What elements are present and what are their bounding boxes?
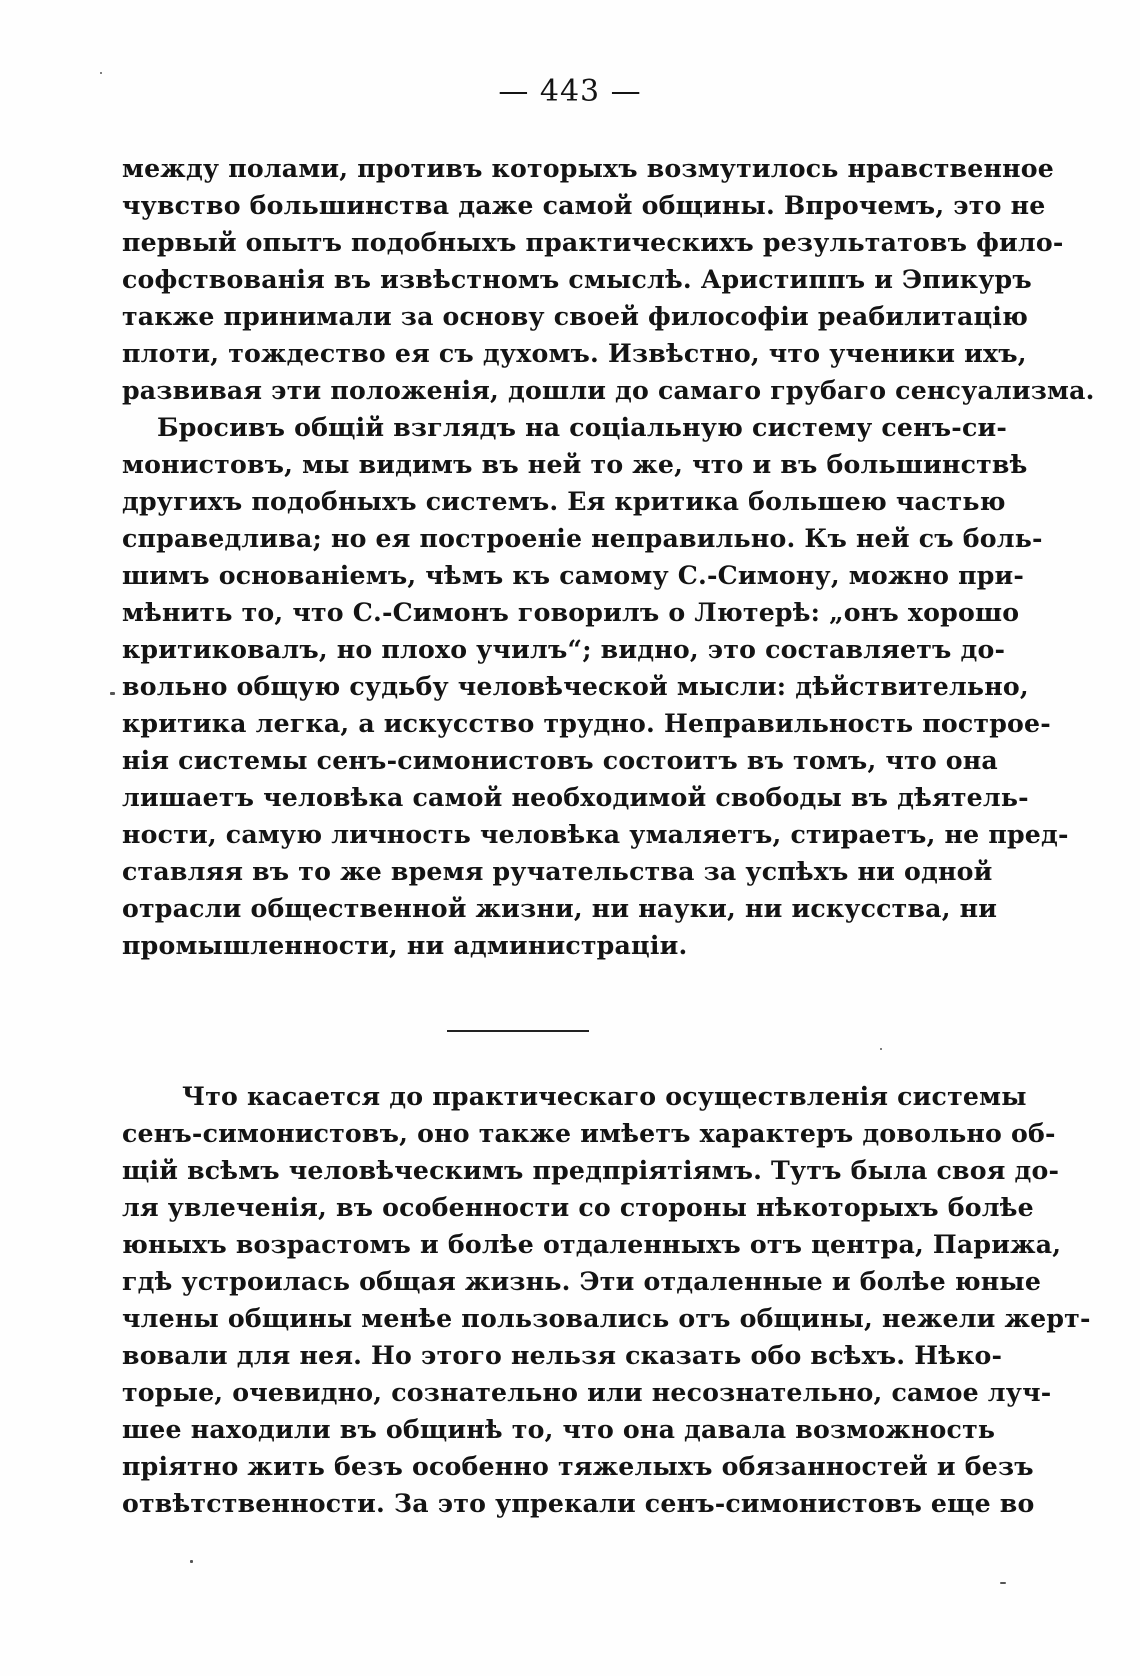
scan-speck <box>100 72 102 74</box>
text-line: пріятно жить безъ особенно тяжелыхъ обязанностей и безъ <box>122 1451 1034 1481</box>
text-line: щій всѣмъ человѣческимъ предпріятіямъ. Тутъ была своя до- <box>122 1155 1060 1185</box>
text-line: чувство большинства даже самой общины. Впрочемъ, это не <box>122 190 1046 220</box>
text-line: ности, самую личность человѣка умаляетъ, стираетъ, не пред- <box>122 819 1069 849</box>
text-line: лишаетъ человѣка самой необходимой свободы въ дѣятель- <box>122 782 1029 812</box>
text-line: мѣнить то, что С.-Симонъ говорилъ о Лютерѣ: „онъ хорошо <box>122 597 1020 627</box>
text-line: шее находили въ общинѣ то, что она давала возможность <box>122 1414 996 1444</box>
text-line: первый опытъ подобныхъ практическихъ результатовъ фило- <box>122 227 1064 257</box>
scan-speck <box>110 692 115 695</box>
text-line: отрасли общественной жизни, ни науки, ни искусства, ни <box>122 893 998 923</box>
text-line: промышленности, ни администраціи. <box>122 930 688 960</box>
scan-speck <box>880 1048 882 1050</box>
text-line: шимъ основаніемъ, чѣмъ къ самому С.-Симону, можно при- <box>122 560 1025 590</box>
text-line: вовали для нея. Но этого нельзя сказать обо всѣхъ. Нѣко- <box>122 1340 1003 1370</box>
text-line: справедлива; но ея построеніе неправильно. Къ ней съ боль- <box>122 523 1043 553</box>
text-block-bottom <box>122 1078 1091 1522</box>
text-line: развивая эти положенія, дошли до самаго грубаго сенсуализма. <box>122 375 1095 405</box>
section-divider <box>447 1030 589 1032</box>
text-line: нія системы сенъ-симонистовъ состоитъ въ томъ, что она <box>122 745 998 775</box>
text-line: ля увлеченія, въ особенности со стороны нѣкоторыхъ болѣе <box>122 1192 1034 1222</box>
text-line: члены общины менѣе пользовались отъ общины, нежели жерт- <box>122 1303 1091 1333</box>
text-line: между полами, противъ которыхъ возмутилось нравственное <box>122 153 1054 183</box>
text-line: софствованія въ извѣстномъ смыслѣ. Аристиппъ и Эпикуръ <box>122 264 1032 294</box>
text-line: вольно общую судьбу человѣческой мысли: дѣйствительно, <box>122 671 1029 701</box>
text-line: монистовъ, мы видимъ въ ней то же, что и въ большинствѣ <box>122 449 1028 479</box>
text-block-top <box>122 150 1095 964</box>
text-line: другихъ подобныхъ системъ. Ея критика большею частью <box>122 486 1006 516</box>
text-line: юныхъ возрастомъ и болѣе отдаленныхъ отъ центра, Парижа, <box>122 1229 1062 1259</box>
text-line: плоти, тождество ея съ духомъ. Извѣстно, что ученики ихъ, <box>122 338 1027 368</box>
text-line: критика легка, а искусство трудно. Неправильность построе- <box>122 708 1051 738</box>
page-number: — 443 — <box>498 74 642 109</box>
text-line: также принимали за основу своей философіи реабилитацію <box>122 301 1029 331</box>
text-line: Бросивъ общій взглядъ на соціальную систему сенъ-си- <box>157 412 1008 442</box>
text-line: отвѣтственности. За это упрекали сенъ-симонистовъ еще во <box>122 1488 1035 1518</box>
text-line: торые, очевидно, сознательно или несознательно, самое луч- <box>122 1377 1052 1407</box>
text-line: гдѣ устроилась общая жизнь. Эти отдаленные и болѣе юные <box>122 1266 1042 1296</box>
text-line: Что касается до практическаго осуществленія системы <box>182 1081 1027 1111</box>
text-line: критиковалъ, но плохо училъ“; видно, это составляетъ до- <box>122 634 1006 664</box>
text-line: сенъ-симонистовъ, оно также имѣетъ характеръ довольно об- <box>122 1118 1056 1148</box>
scan-speck <box>190 1560 193 1563</box>
scan-speck <box>1000 1582 1006 1584</box>
text-line: ставляя въ то же время ручательства за успѣхъ ни одной <box>122 856 993 886</box>
